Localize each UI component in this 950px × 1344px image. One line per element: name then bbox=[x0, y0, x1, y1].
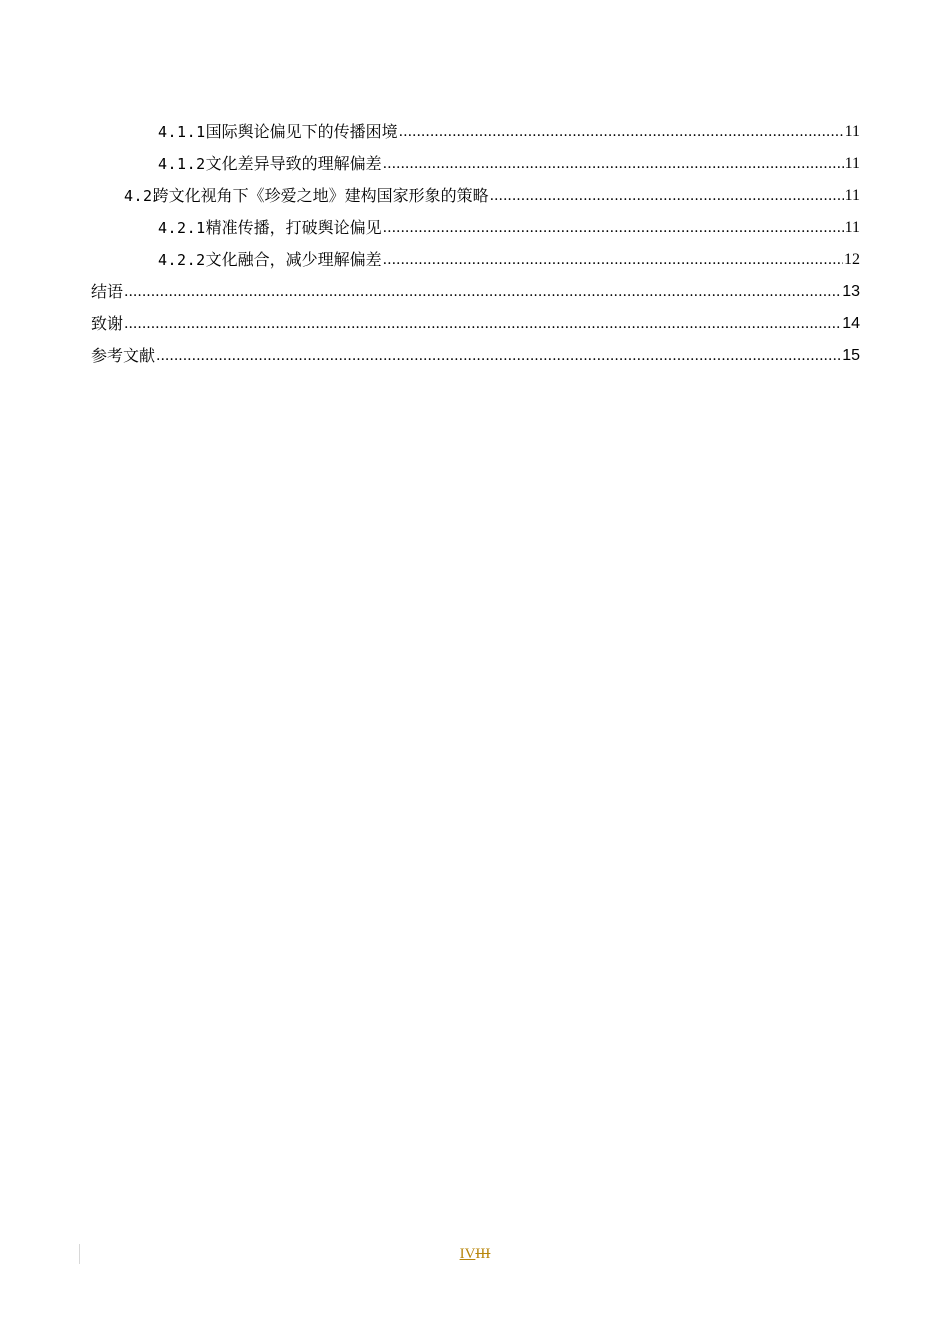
toc-entry-4-1-2[interactable] bbox=[158, 150, 860, 174]
toc-entry-number: 4.2.2 bbox=[158, 251, 206, 269]
toc-dot-leader bbox=[399, 122, 844, 142]
toc-entry-title: 结语 bbox=[91, 282, 124, 301]
toc-entry-4-2-2[interactable] bbox=[158, 246, 860, 270]
toc-entry-page: 15 bbox=[842, 347, 860, 364]
toc-entry-page: 14 bbox=[842, 315, 860, 332]
page-number-deleted-revision: III bbox=[475, 1246, 491, 1262]
toc-dot-leader bbox=[124, 282, 841, 302]
toc-entry-page: 11 bbox=[844, 155, 860, 172]
toc-dot-leader bbox=[124, 314, 841, 334]
toc-entry-page: 12 bbox=[844, 251, 860, 268]
toc-dot-leader bbox=[383, 154, 844, 174]
toc-entry-title: 跨文化视角下《珍爱之地》建构国家形象的策略 bbox=[152, 186, 489, 205]
toc-entry-title: 文化差异导致的理解偏差 bbox=[205, 154, 382, 173]
toc-entry-page: 11 bbox=[844, 219, 860, 236]
toc-entry-title: 国际舆论偏见下的传播困境 bbox=[205, 122, 398, 141]
toc-entry-title: 精准传播，打破舆论偏见 bbox=[205, 218, 382, 237]
toc-entry-references[interactable] bbox=[91, 342, 860, 366]
toc-entry-number: 4.2.1 bbox=[158, 219, 206, 237]
page-number-inserted-revision: IV bbox=[459, 1246, 476, 1262]
toc-entry-number: 4.1.2 bbox=[158, 155, 206, 173]
toc-entry-title: 致谢 bbox=[91, 314, 124, 333]
toc-entry-page: 11 bbox=[844, 123, 860, 140]
toc-entry-page: 13 bbox=[842, 283, 860, 300]
toc-entry-4-1-1[interactable] bbox=[158, 118, 860, 142]
toc-entry-title: 文化融合，减少理解偏差 bbox=[205, 250, 382, 269]
toc-entry-page: 11 bbox=[844, 187, 860, 204]
page-number bbox=[0, 1244, 950, 1264]
toc-dot-leader bbox=[383, 250, 843, 270]
toc-dot-leader bbox=[156, 346, 841, 366]
toc-entry-title: 参考文献 bbox=[91, 346, 156, 365]
toc-entry-4-2-1[interactable] bbox=[158, 214, 860, 238]
toc-entry-4-2[interactable] bbox=[124, 182, 860, 206]
toc-entry-conclusion[interactable] bbox=[91, 278, 860, 302]
toc-dot-leader bbox=[490, 186, 844, 206]
toc-entry-number: 4.2 bbox=[124, 187, 153, 205]
toc-entry-acknowledgements[interactable] bbox=[91, 310, 860, 334]
toc-dot-leader bbox=[383, 218, 844, 238]
toc-entry-number: 4.1.1 bbox=[158, 123, 206, 141]
